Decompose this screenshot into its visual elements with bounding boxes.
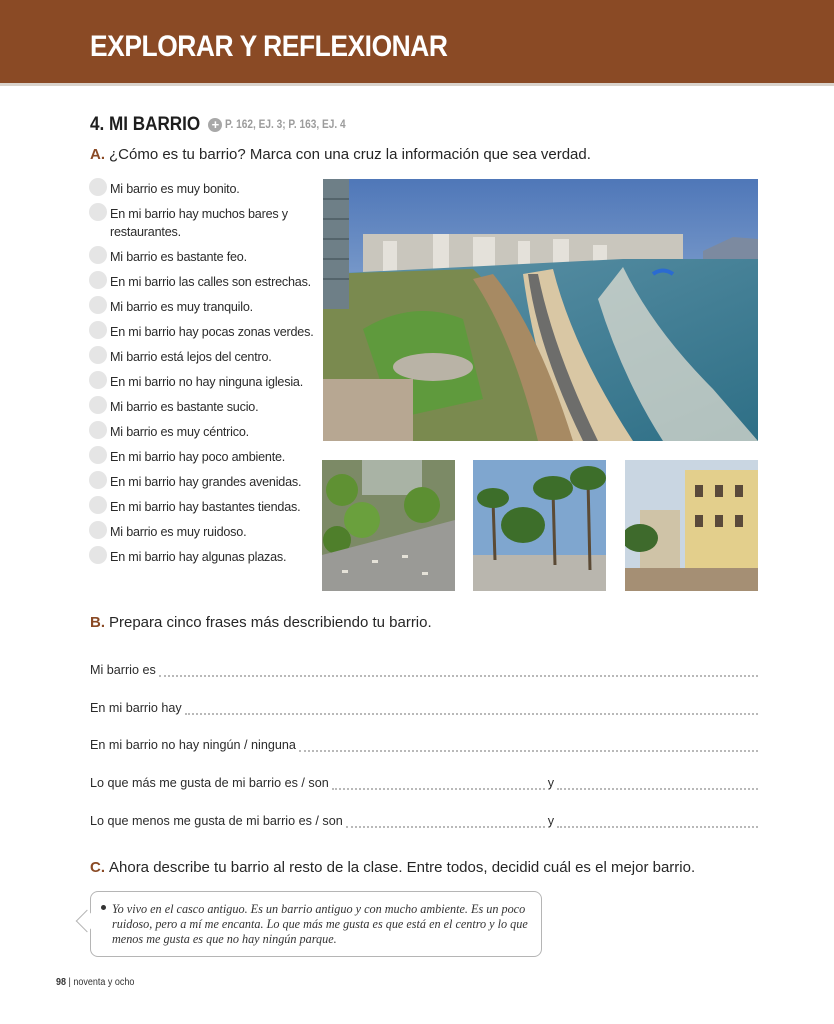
checklist-item[interactable]: Mi barrio es muy bonito. <box>89 178 314 198</box>
checklist-item[interactable]: Mi barrio es muy tranquilo. <box>89 296 314 316</box>
checklist-item[interactable]: En mi barrio no hay ninguna iglesia. <box>89 371 314 391</box>
checklist-item[interactable]: Mi barrio es muy ruidoso. <box>89 521 314 541</box>
checklist-item[interactable]: Mi barrio está lejos del centro. <box>89 346 314 366</box>
line-prompt: Lo que más me gusta de mi barrio es / son <box>90 776 329 790</box>
page-header <box>0 0 834 86</box>
part-b-letter: B. <box>90 614 105 631</box>
part-a-instruction <box>90 146 591 163</box>
part-c-text: Ahora describe tu barrio al resto de la clase. Entre todos, decidid cuál es el mejor barrio. <box>109 859 696 876</box>
part-a-text: ¿Cómo es tu barrio? Marca con una cruz la información que sea verdad. <box>109 146 591 163</box>
page-number-words: noventa y ocho <box>73 977 135 988</box>
example-speech-bubble <box>90 891 542 957</box>
part-c-instruction <box>90 859 695 876</box>
section-heading: 4. MI BARRIO <box>90 114 201 135</box>
blank-line[interactable] <box>557 818 758 828</box>
checkbox-circle[interactable] <box>89 421 107 439</box>
page-footer <box>56 977 134 988</box>
connector-y: y <box>547 814 554 828</box>
checklist-item[interactable]: En mi barrio hay grandes avenidas. <box>89 471 314 491</box>
blank-line[interactable] <box>557 780 758 790</box>
checklist-item[interactable]: En mi barrio hay pocas zonas verdes. <box>89 321 314 341</box>
coastal-city-photo <box>323 179 758 441</box>
aerial-street-photo <box>322 460 455 591</box>
checkbox-circle[interactable] <box>89 203 107 221</box>
line-prompt: En mi barrio hay <box>90 701 182 715</box>
example-text: Yo vivo en el casco antiguo. Es un barrio antiguo y con mucho ambiente. Es un poco ruidoso, pero a mí me encanta. Lo que más me gusta es que está en el centro y lo que menos me gusta es que no hay ningún parque. <box>112 902 528 946</box>
checkbox-circle[interactable] <box>89 271 107 289</box>
checkbox-circle[interactable] <box>89 396 107 414</box>
writing-line[interactable] <box>90 814 758 828</box>
line-prompt: Mi barrio es <box>90 663 156 677</box>
colonial-plaza-photo <box>625 460 758 591</box>
checklist-item[interactable]: En mi barrio las calles son estrechas. <box>89 271 314 291</box>
checkbox-circle[interactable] <box>89 446 107 464</box>
writing-line[interactable] <box>90 738 758 752</box>
checkbox-circle[interactable] <box>89 346 107 364</box>
checklist-item[interactable]: En mi barrio hay muchos bares y restaurantes. <box>89 203 314 241</box>
checklist-item[interactable]: Mi barrio es bastante sucio. <box>89 396 314 416</box>
checkbox-circle[interactable] <box>89 496 107 514</box>
blank-line[interactable] <box>159 667 758 677</box>
exercise-reference: P. 162, EJ. 3; P. 163, EJ. 4 <box>225 119 347 131</box>
checkbox-circle[interactable] <box>89 178 107 196</box>
line-prompt: En mi barrio no hay ningún / ninguna <box>90 738 296 752</box>
part-a-letter: A. <box>90 146 105 163</box>
connector-y: y <box>547 776 554 790</box>
part-c-letter: C. <box>90 859 105 876</box>
blank-line[interactable] <box>299 742 758 752</box>
palm-boulevard-photo <box>473 460 606 591</box>
page-title: EXPLORAR Y REFLEXIONAR <box>90 30 448 63</box>
checklist-item[interactable]: En mi barrio hay algunas plazas. <box>89 546 314 566</box>
blank-line[interactable] <box>332 780 545 790</box>
checkbox-circle[interactable] <box>89 546 107 564</box>
plus-icon: + <box>208 118 222 132</box>
blank-line[interactable] <box>185 705 758 715</box>
checklist-item[interactable]: Mi barrio es muy céntrico. <box>89 421 314 441</box>
checkbox-circle[interactable] <box>89 321 107 339</box>
writing-line[interactable] <box>90 701 758 715</box>
checklist <box>89 178 314 571</box>
checkbox-circle[interactable] <box>89 296 107 314</box>
checklist-item[interactable]: Mi barrio es bastante feo. <box>89 246 314 266</box>
line-prompt: Lo que menos me gusta de mi barrio es / son <box>90 814 343 828</box>
writing-line[interactable] <box>90 663 758 677</box>
footer-separator: | <box>68 977 71 988</box>
blank-line[interactable] <box>346 818 545 828</box>
bullet-icon <box>101 905 106 910</box>
checkbox-circle[interactable] <box>89 471 107 489</box>
writing-line[interactable] <box>90 776 758 790</box>
part-b-instruction <box>90 614 432 631</box>
checkbox-circle[interactable] <box>89 371 107 389</box>
page-number: 98 <box>56 977 67 988</box>
checkbox-circle[interactable] <box>89 521 107 539</box>
checklist-item[interactable]: En mi barrio hay bastantes tiendas. <box>89 496 314 516</box>
part-b-text: Prepara cinco frases más describiendo tu barrio. <box>109 614 432 631</box>
section-title <box>90 114 363 136</box>
checkbox-circle[interactable] <box>89 246 107 264</box>
checklist-item[interactable]: En mi barrio hay poco ambiente. <box>89 446 314 466</box>
